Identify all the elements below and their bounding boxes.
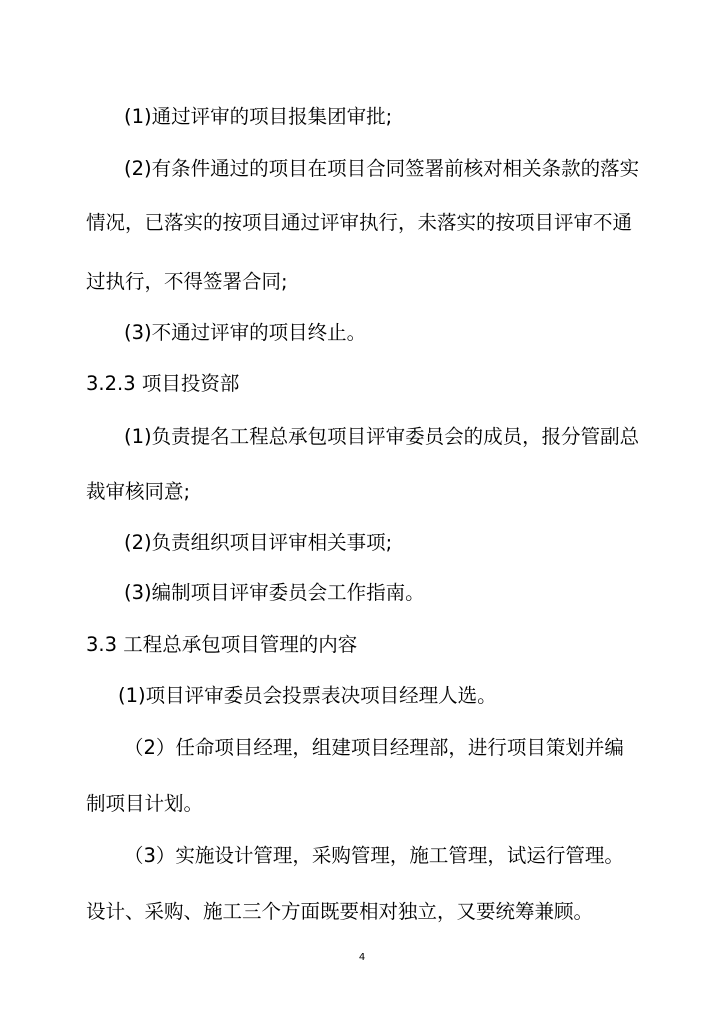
line-16: 设计、采购、施工三个方面既要相对独立，又要统筹兼顾。 <box>86 900 594 923</box>
line-10: (3)编制项目评审委员会工作指南。 <box>124 581 425 604</box>
line-15: （3）实施设计管理，采购管理，施工管理，试运行管理。 <box>124 844 624 867</box>
line-7: (1)负责提名工程总承包项目评审委员会的成员，报分管副总 <box>124 425 640 448</box>
line-3: 情况，已落实的按项目通过评审执行，未落实的按项目评审不通 <box>86 211 633 234</box>
line-8: 裁审核同意; <box>86 480 191 503</box>
page-number: 4 <box>358 952 366 963</box>
line-2: (2)有条件通过的项目在项目合同签署前核对相关条款的落实 <box>124 157 640 180</box>
line-9: (2)负责组织项目评审相关事项; <box>124 531 393 554</box>
section-heading-3-2-3: 3.2.3 项目投资部 <box>86 372 240 395</box>
line-5: (3)不通过评审的项目终止。 <box>124 321 367 344</box>
line-14: 制项目计划。 <box>86 792 204 815</box>
line-13: （2）任命项目经理，组建项目经理部，进行项目策划并编 <box>124 736 624 759</box>
line-1: (1)通过评审的项目报集团审批; <box>124 105 393 128</box>
line-4: 过执行，不得签署合同; <box>86 270 288 293</box>
section-heading-3-3: 3.3 工程总承包项目管理的内容 <box>86 633 358 656</box>
line-12: (1)项目评审委员会投票表决项目经理人选。 <box>118 684 497 707</box>
